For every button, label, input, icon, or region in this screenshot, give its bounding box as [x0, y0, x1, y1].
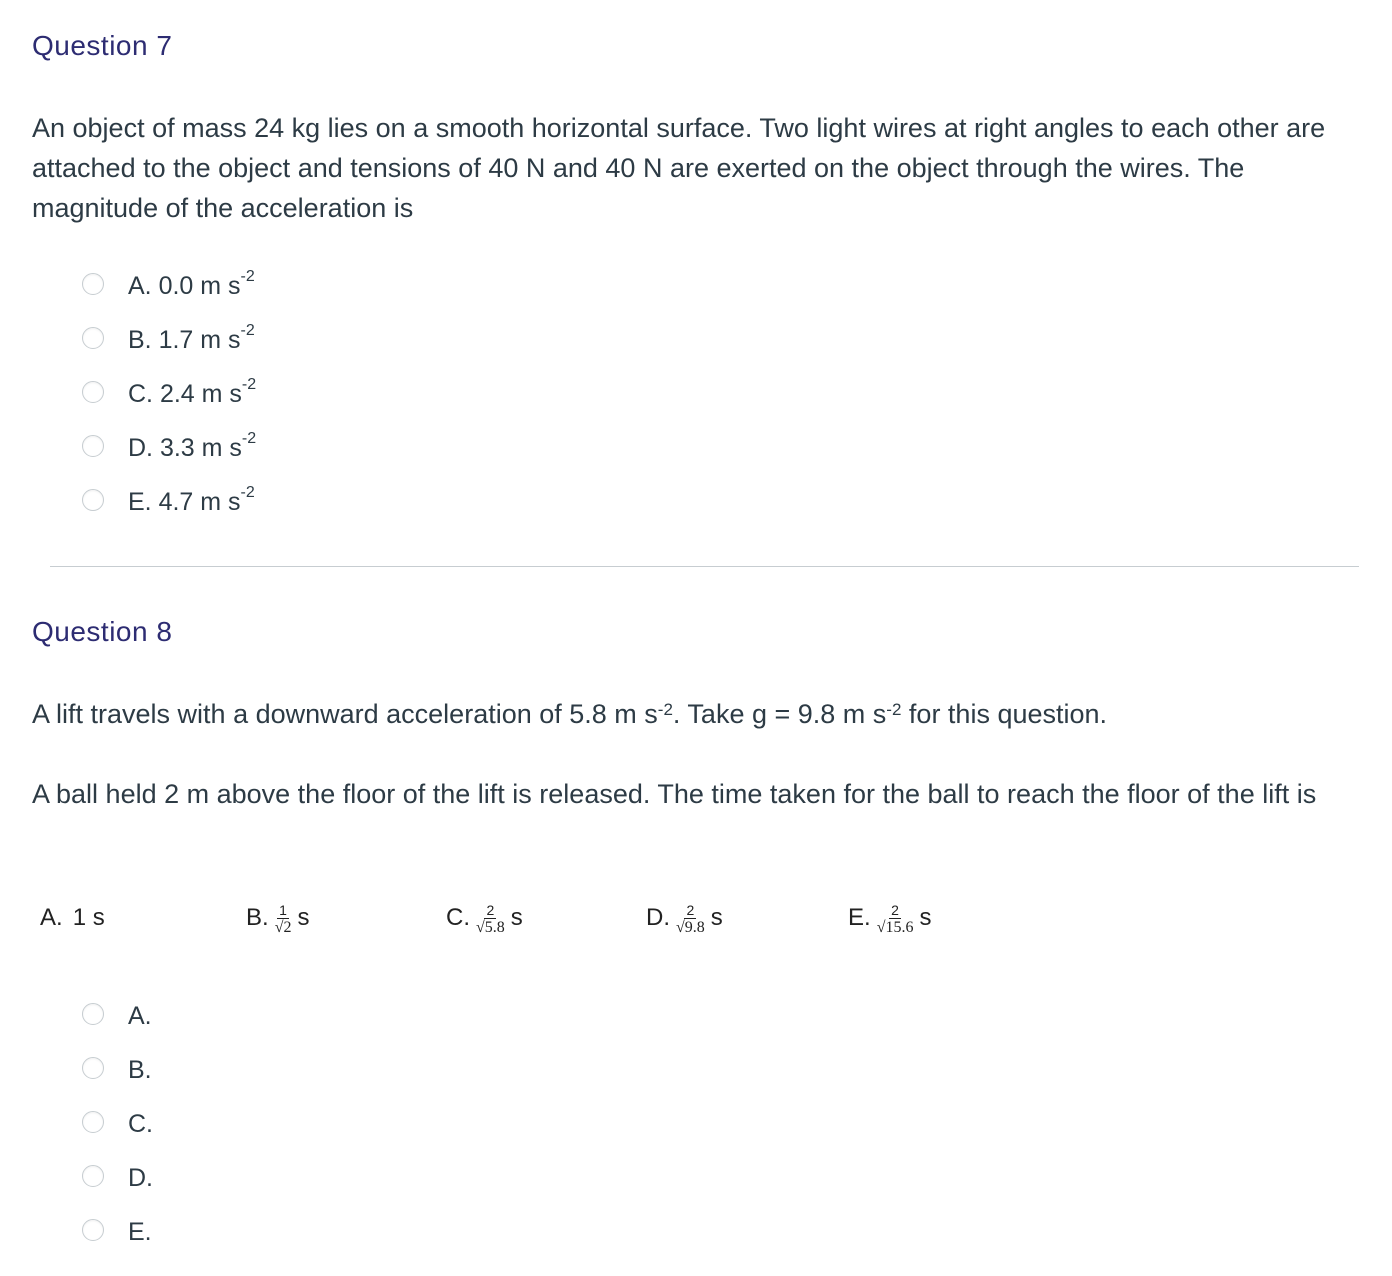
answer-label: A. [128, 1001, 152, 1030]
answer-option[interactable] [82, 1203, 153, 1257]
question-8-text-line2: A ball held 2 m above the floor of the lift is released. The time taken for the ball to reach the floor of the lift is [32, 779, 1317, 809]
fraction: $\frac{2}{√9.8}$ [676, 901, 705, 936]
answer-label: C. 2.4 m $s^{-2}$ [128, 375, 257, 408]
formula-option-a: A. 1 s [40, 904, 105, 931]
question-8-text-line1: A lift travels with a downward acceleration of 5.8 m $s^{-2}$. Take g = 9.8 m $s^{-2}$ for this question. [32, 699, 1108, 729]
answer-option[interactable] [82, 1149, 153, 1203]
answer-option[interactable] [82, 1095, 153, 1149]
answer-label: E. [128, 1217, 152, 1246]
radio-button[interactable] [82, 1165, 104, 1187]
formula-option-e: E. $\frac{2}{√15.6}$ s [848, 901, 932, 936]
question-divider [50, 566, 1359, 567]
answer-label: B. 1.7 m $s^{-2}$ [128, 321, 255, 354]
question-8-answers [82, 987, 153, 1257]
radio-button[interactable] [82, 273, 104, 295]
answer-label: B. [128, 1055, 152, 1084]
question-7-text: An object of mass 24 kg lies on a smooth horizontal surface. Two light wires at right angles to each other are attached to the object and tensions of 40 N and 40 N are exerted on the object through the wires. The magnitude of the acceleration is [32, 113, 1326, 223]
fraction: $\frac{2}{√15.6}$ [876, 901, 914, 936]
radio-button[interactable] [82, 381, 104, 403]
formula-option-d: D. $\frac{2}{√9.8}$ s [646, 901, 723, 936]
answer-label: E. 4.7 m $s^{-2}$ [128, 483, 255, 516]
answer-option[interactable] [82, 419, 256, 473]
answer-option[interactable] [82, 1041, 153, 1095]
formula-option-b: B. $\frac{1}{√2}$ s [246, 901, 310, 936]
question-7-title: Question 7 [32, 30, 173, 61]
answer-label: C. [128, 1109, 153, 1138]
answer-option[interactable] [82, 987, 153, 1041]
answer-option[interactable] [82, 311, 256, 365]
answer-option[interactable] [82, 473, 256, 527]
answer-option[interactable] [82, 257, 256, 311]
radio-button[interactable] [82, 1003, 104, 1025]
answer-label: A. 0.0 m $s^{-2}$ [128, 267, 255, 300]
radio-button[interactable] [82, 1219, 104, 1241]
formula-option-c: C. $\frac{2}{√5.8}$ s [446, 901, 523, 936]
answer-option[interactable] [82, 365, 256, 419]
radio-button[interactable] [82, 435, 104, 457]
question-7-answers [82, 257, 256, 527]
answer-label: D. 3.3 m $s^{-2}$ [128, 429, 257, 462]
formula-options-row [0, 888, 1000, 948]
question-8-title: Question 8 [32, 616, 173, 647]
fraction: $\frac{1}{√2}$ [274, 901, 292, 936]
radio-button[interactable] [82, 327, 104, 349]
fraction: $\frac{2}{√5.8}$ [476, 901, 505, 936]
radio-button[interactable] [82, 1111, 104, 1133]
radio-button[interactable] [82, 1057, 104, 1079]
answer-label: D. [128, 1163, 153, 1192]
radio-button[interactable] [82, 489, 104, 511]
